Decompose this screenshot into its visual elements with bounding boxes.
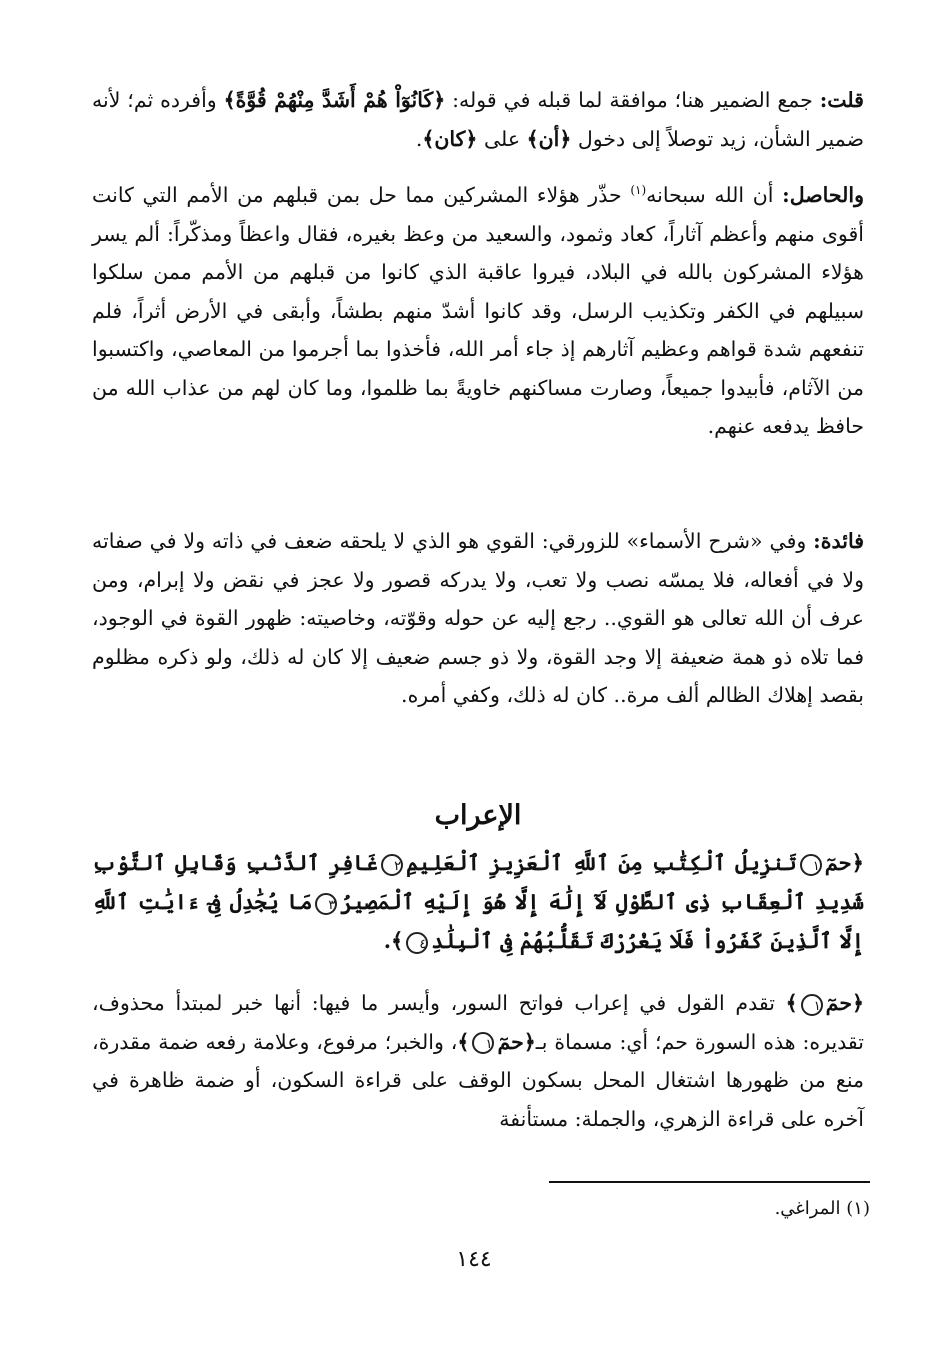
paragraph-irab [92, 984, 864, 1138]
footnote: (١) المراغي. [774, 1198, 870, 1219]
section-heading: الإعراب [434, 800, 522, 831]
quote-hamim: ﴿حمٓ [825, 991, 864, 1015]
verse-number-marker: ١ [801, 994, 823, 1016]
verse-number-marker: ٣ [315, 893, 337, 915]
para1-text2: وأفرده ثم؛ لأنه ضمير الشأن، زيد توصلاً إلى دخول [92, 88, 864, 151]
para4-text2: ، والخبر؛ مرفوع، وعلامة رفعه ضمة مقدرة، منع من ظهورها اشتغال المحل بسكون الوقف على قراءة السكون، أو ضمة ظاهرة في آخره على قراءة الزهري، والجملة: مستأنفة [92, 1029, 864, 1131]
verse-number-marker: ٢ [381, 854, 403, 876]
label-qult: قلت: [819, 88, 864, 112]
footnote-divider [549, 1181, 870, 1183]
para4-text1: تقدم القول في إعراب فواتح السور، وأيسر ما فيها: أنها خبر لمبتدأ محذوف، تقديره: هذه السورة حم؛ أي: مسماة بـ [92, 991, 864, 1054]
footnote-ref: (١) [630, 183, 647, 198]
bracket-close: ﴾. [383, 928, 404, 953]
bracket-open: ﴿ [851, 850, 864, 875]
verse-segment: غَافِرِ ٱلذَّنۢبِ وَقَابِلِ ٱلتَّوْبِ شَدِيدِ ٱلْعِقَابِ ذِى ٱلطَّوْلِ لَآ إِلَٰهَ إِلَّا هُوَ إِلَيْهِ ٱلْمَصِيرُ [92, 850, 864, 914]
verse-segment: تَنزِيلُ ٱلْكِتَٰبِ مِنَ ٱللَّهِ ٱلْعَزِيزِ ٱلْعَلِيمِ [406, 850, 797, 875]
para2-text1: أن الله سبحانه [646, 183, 783, 207]
paragraph-faida [92, 522, 864, 715]
quote-kanu: ﴿كَانُوٓاْ هُمْ أَشَدَّ مِنْهُمْ قُوَّةً﴾ [223, 88, 446, 112]
verse-number-marker: ١ [472, 1032, 494, 1054]
page-number: ١٤٤ [456, 1247, 492, 1272]
para2-text2: حذّر هؤلاء المشركين مما حل بمن قبلهم من الأمم التي كانت أقوى منهم وأعظم آثاراً، كعاد وثمود، والسعيد من وعظ بغيره، فقال واعظاً ومذكّراً: ألم يسر هؤلاء المشركون بالله في البلاد، فيروا عاقبة الذي كانوا من قبلهم من الأمم ممن سلكوا سبيلهم في الكفر وتكذيب الرسل، وقد كانوا أشدّ منهم بطشاً، وأبقى في الأرض أثراً، فلم تنفعهم شدة قواهم وعظيم آثارهم إذ جاء أمر الله، فأخذوا بما أجرموا من المعاصي، واكتسبوا من الآثام، فأبيدوا جميعاً، وصارت مساكنهم خاويةً بما ظلموا، وما كان لهم من عذاب الله من حافظ يدفعه عنهم. [92, 183, 864, 438]
label-hasil: والحاصل: [782, 183, 864, 207]
para1-text3: على [477, 126, 527, 151]
quote-kana: ﴿كان﴾ [422, 126, 478, 151]
para1-text4: . [415, 126, 423, 151]
verse-segment: مَا يُجَٰدِلُ فِىٓ ءَايَٰتِ ٱللَّهِ إِلَّا ٱلَّذِينَ كَفَرُواْ فَلَا يَغْرُرْكَ تَقَلُّبُهُمْ فِى ٱلْبِلَٰدِ [92, 889, 864, 953]
verse-number-marker: ٤ [406, 932, 428, 954]
bracket-close: ﴾ [457, 1029, 470, 1054]
verse-number-marker: ١ [800, 854, 822, 876]
quote-hamim: ﴿حمٓ [497, 1029, 536, 1054]
bracket-close: ﴾ [785, 991, 798, 1015]
paragraph-qult [92, 81, 864, 158]
para1-text1: جمع الضمير هنا؛ موافقة لما قبله في قوله: [445, 88, 820, 112]
para3-text: وفي «شرح الأسماء» للزورقي: القوي هو الذي لا يلحقه ضعف في ذاته ولا في صفاته ولا في أفعاله، فلا يمسّه نصب ولا تعب، ولا يدركه قصور ولا عجز في نقض ولا إبرام، ومن عرف أن الله تعالى هو القوي.. رجع إليه عن حوله وقوّته، وخاصيته: ظهور القوة في الوجود، فما تلاه ذو همة ضعيفة إلا وجد القوة، ولا ذو جسم ضعيف إلا كان له ذلك، ولو ذكره مظلوم بقصد إهلاك الظالم ألف مرة.. كان له ذلك، وكفي أمره. [92, 529, 864, 707]
verse-segment: حمٓ [824, 850, 852, 875]
label-faida: فائدة: [813, 529, 864, 553]
quote-an: ﴿أن﴾ [526, 126, 572, 151]
quran-verses [92, 843, 864, 960]
paragraph-hasil [92, 176, 864, 446]
